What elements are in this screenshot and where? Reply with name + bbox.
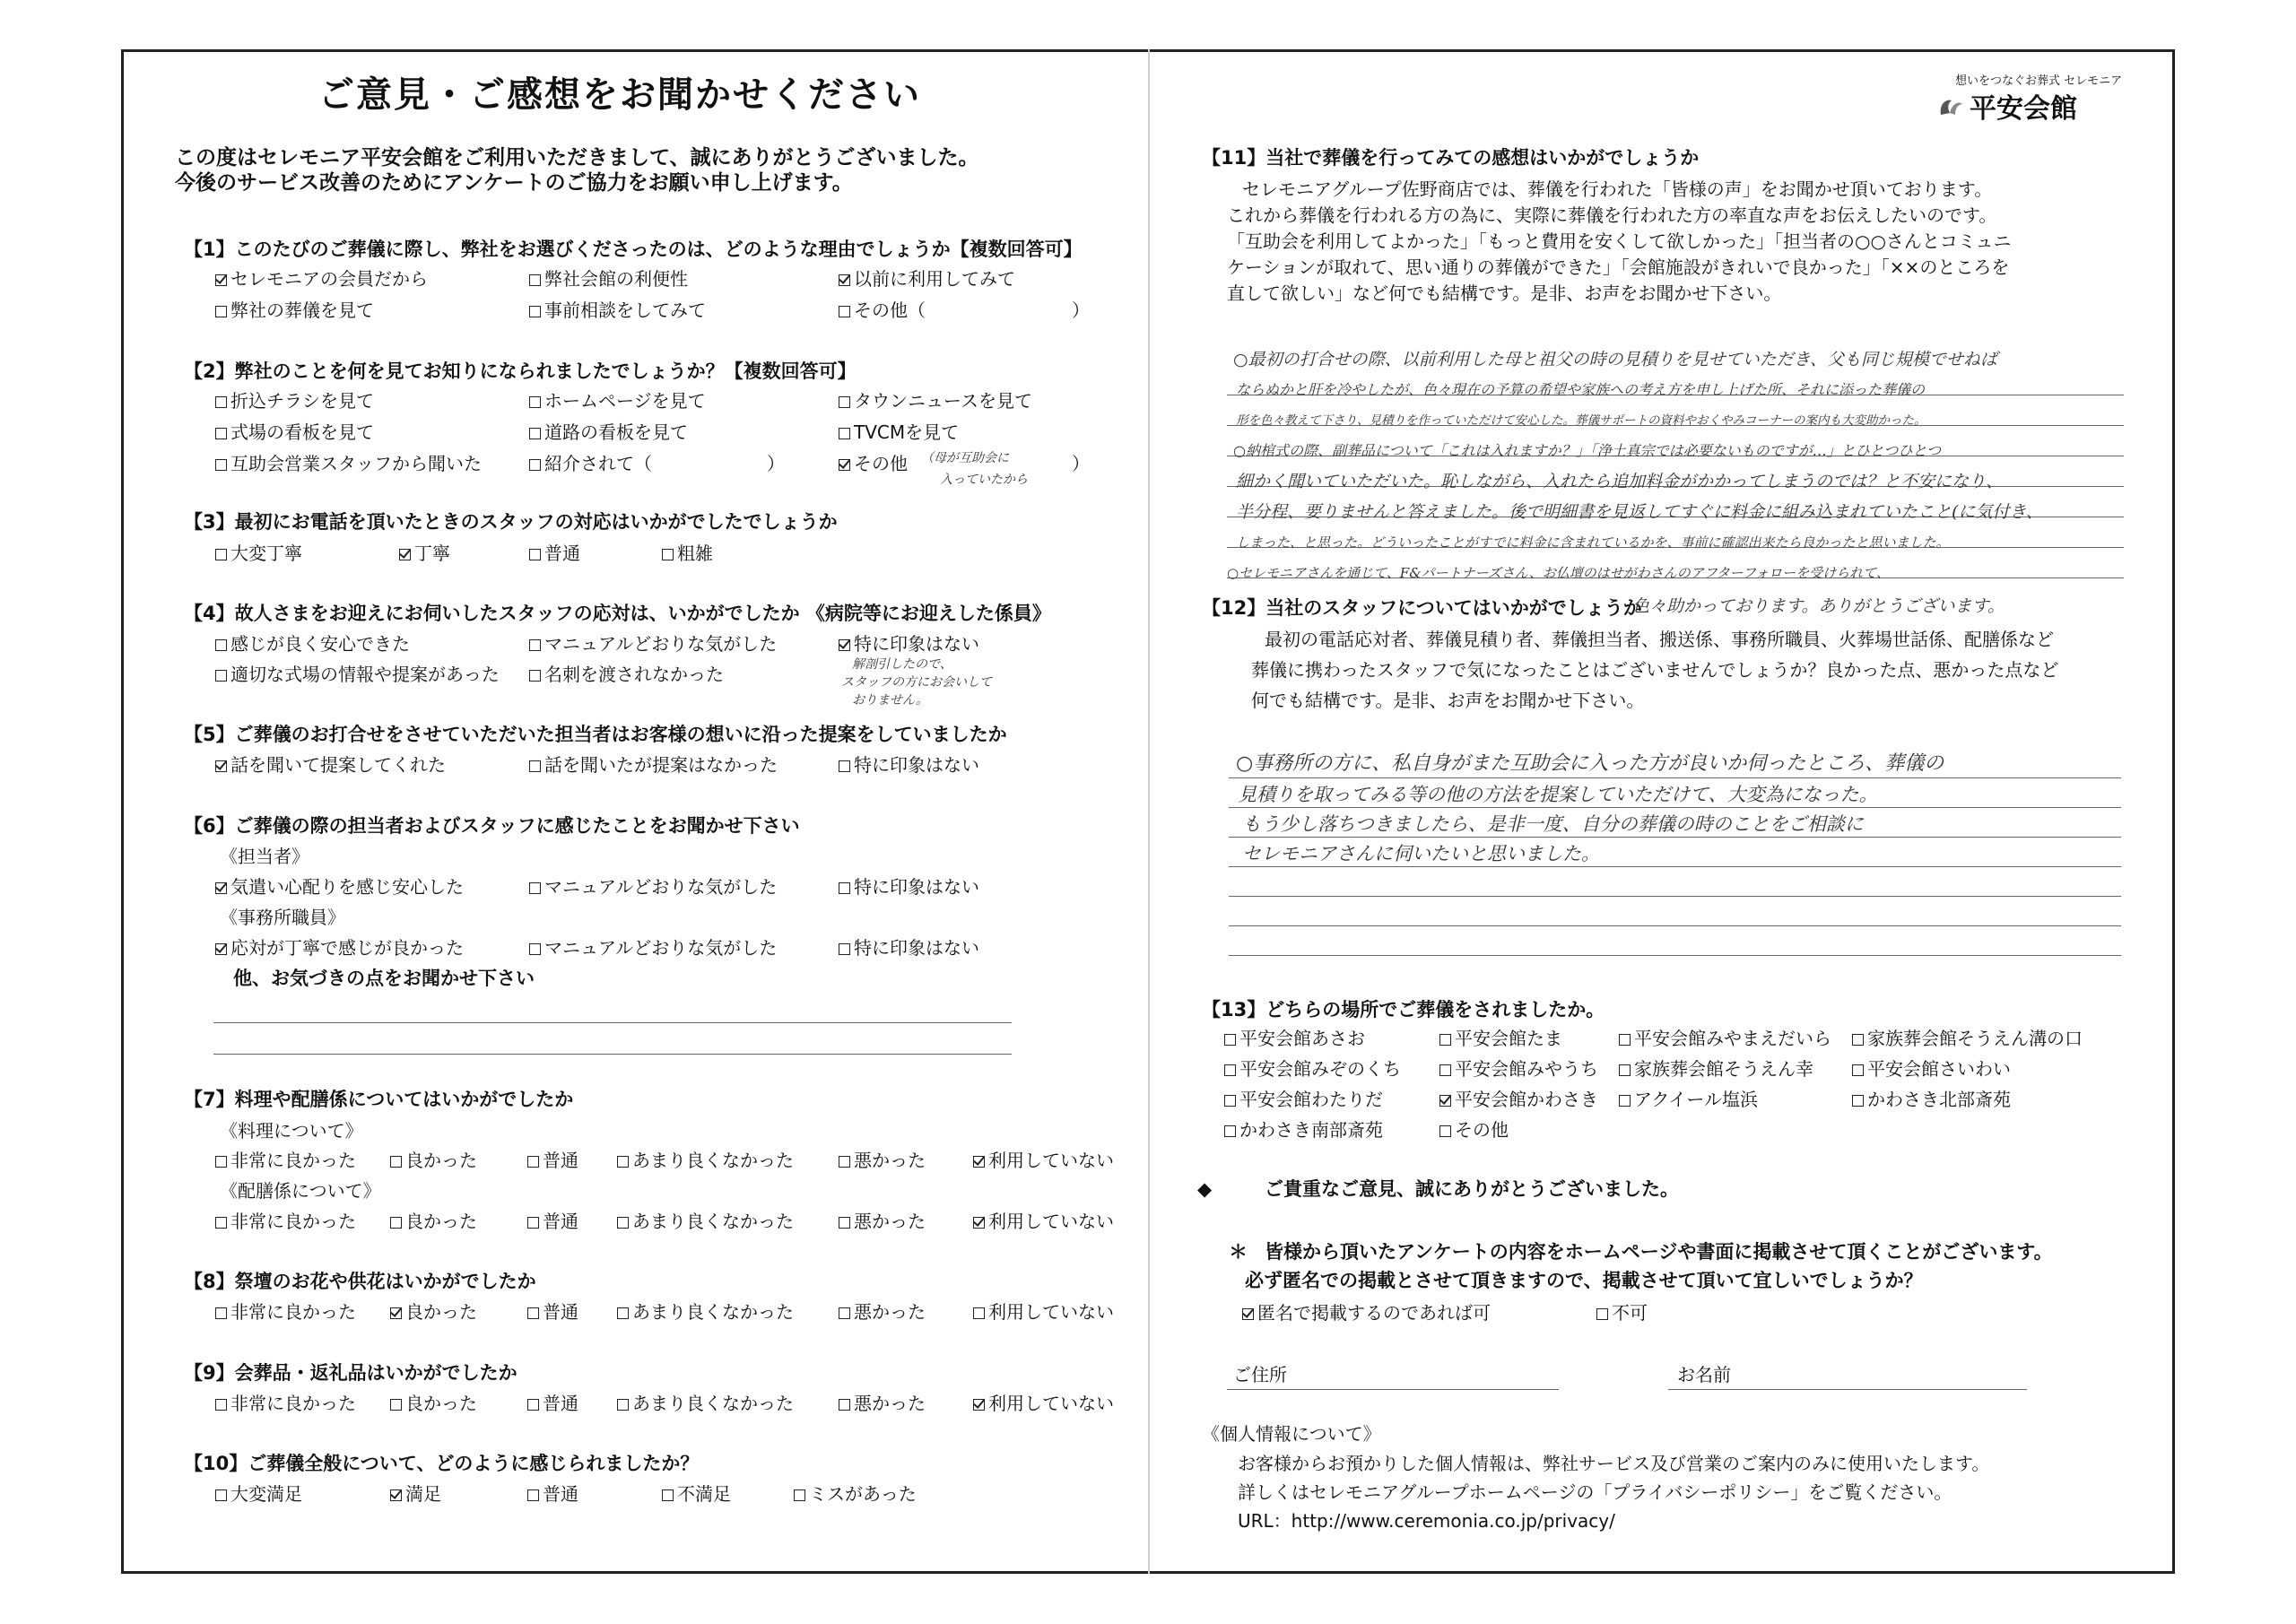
checkbox[interactable] bbox=[839, 760, 850, 772]
q2-handwritten-1: （母が互助会に bbox=[921, 451, 1009, 465]
checkbox[interactable] bbox=[1852, 1095, 1864, 1107]
checkbox[interactable] bbox=[839, 396, 850, 408]
q12-desc-line: 葬儀に携わったスタッフで気になったことはございませんでしょうか？良かった点、悪かった点など bbox=[1251, 659, 2059, 681]
checkbox[interactable] bbox=[839, 943, 850, 955]
checkbox-checked[interactable] bbox=[973, 1399, 985, 1411]
q11-handwritten-line: ○納棺式の際、副葬品について「これは入れますか？」「浄土真宗では必要ないものですが…」とひとつひとつ bbox=[1233, 442, 1942, 459]
q4-option[interactable]: 名刺を渡されなかった bbox=[529, 664, 724, 685]
checkbox[interactable] bbox=[215, 1307, 227, 1319]
checkbox-checked[interactable] bbox=[215, 882, 227, 894]
q3-label: 【3】最初にお電話を頂いたときのスタッフの対応はいかがでしたでしょうか bbox=[184, 511, 838, 533]
q8-label: 【8】祭壇のお花や供花はいかがでしたか bbox=[184, 1271, 536, 1292]
checkbox[interactable] bbox=[215, 1489, 227, 1501]
q13-option[interactable]: 平安会館かわさき bbox=[1439, 1089, 1598, 1110]
q7-sub-food: 《料理について》 bbox=[220, 1120, 363, 1142]
checkbox[interactable] bbox=[215, 306, 227, 317]
checkbox[interactable] bbox=[617, 1156, 629, 1168]
q1-option[interactable]: 弊社の葬儀を見て bbox=[215, 300, 374, 321]
logo-mark-icon bbox=[1937, 95, 1964, 120]
checkbox[interactable] bbox=[527, 1307, 539, 1319]
q8-option[interactable]: 利用していない bbox=[973, 1301, 1114, 1323]
q12-handwritten-inline: 色々助かっております。ありがとうございます。 bbox=[1632, 596, 2005, 616]
name-line[interactable] bbox=[1668, 1389, 2027, 1390]
q11-handwritten-line: 細かく聞いていただいた。恥しながら、入れたら追加料金がかかってしまうのでは？と不安になり、 bbox=[1236, 472, 2004, 491]
q12-write-line bbox=[1229, 896, 2121, 897]
checkbox[interactable] bbox=[1619, 1095, 1631, 1107]
checkbox[interactable] bbox=[617, 1307, 629, 1319]
q12-handwritten-line: 見積りを取ってみる等の他の方法を提案していただけて、大変為になった。 bbox=[1238, 784, 1878, 805]
q13-option[interactable]: かわさき北部斎苑 bbox=[1852, 1089, 2011, 1110]
checkbox[interactable] bbox=[839, 1217, 850, 1229]
checkbox[interactable] bbox=[1619, 1064, 1631, 1076]
q12-write-line bbox=[1229, 925, 2121, 926]
checkbox-checked[interactable] bbox=[215, 943, 227, 955]
q7-food-option[interactable]: 悪かった bbox=[839, 1150, 926, 1171]
q3-option[interactable]: 丁寧 bbox=[399, 543, 450, 564]
q7-serving-option[interactable]: 良かった bbox=[390, 1211, 477, 1232]
q7-serving-option[interactable]: 利用していない bbox=[973, 1211, 1114, 1232]
q8-option[interactable]: あまり良くなかった bbox=[617, 1301, 794, 1323]
q4-handwritten-1: 解剖引したので、 bbox=[852, 657, 952, 672]
q12-write-line bbox=[1229, 866, 2121, 867]
checkbox[interactable] bbox=[839, 1307, 850, 1319]
q6-write-line[interactable] bbox=[213, 1022, 1012, 1023]
q12-write-line bbox=[1229, 777, 2121, 778]
checkbox[interactable] bbox=[529, 306, 541, 317]
q7-food-option[interactable]: あまり良くなかった bbox=[617, 1150, 794, 1171]
checkbox[interactable] bbox=[527, 1217, 539, 1229]
q11-handwritten-line: ○最初の打合せの際、以前利用した母と祖父の時の見積りを見せていただき、父も同じ規模でせねば bbox=[1233, 350, 1997, 369]
checkbox[interactable] bbox=[1439, 1034, 1451, 1046]
privacy-line: 詳しくはセレモニアグループホームページの「プライバシーポリシー」をご覧ください。 bbox=[1238, 1481, 1952, 1503]
logo-name: 平安会館 bbox=[1970, 93, 2077, 125]
q8-option[interactable]: 良かった bbox=[390, 1301, 477, 1323]
q12-desc-line: 最初の電話応対者、葬儀見積り者、葬儀担当者、搬送係、事務所職員、火葬場世話係、配膳係など bbox=[1265, 629, 2054, 650]
q11-handwritten-line: ○セレモニアさんを通じて、F&パートナーズさん、お仏壇のはせがわさんのアフターフォローを受けられて、 bbox=[1227, 565, 1890, 581]
q9-option[interactable]: 非常に良かった bbox=[215, 1393, 356, 1414]
checkbox[interactable] bbox=[390, 1217, 402, 1229]
q11-desc-line: ケーションが取れて、思い通りの葬儀ができた」「会館施設がきれいで良かった」「××のところを bbox=[1227, 256, 2010, 278]
q6-other-label: 他、お気づきの点をお聞かせ下さい bbox=[233, 968, 535, 989]
q11-desc-line: 直して欲しい」など何でも結構です。是非、お声をお聞かせ下さい。 bbox=[1227, 282, 1782, 304]
q12-desc-line: 何でも結構です。是非、お声をお聞かせ下さい。 bbox=[1251, 690, 1645, 711]
q12-label: 【12】当社のスタッフについてはいかがでしょうか bbox=[1202, 597, 1642, 619]
checkbox[interactable] bbox=[529, 882, 541, 894]
q9-option[interactable]: 良かった bbox=[390, 1393, 477, 1414]
checkbox-checked[interactable] bbox=[215, 274, 227, 286]
checkbox-checked[interactable] bbox=[215, 760, 227, 772]
q4-option[interactable]: マニュアルどおりな気がした bbox=[529, 633, 777, 655]
q5-option[interactable]: 話を聞いて提案してくれた bbox=[215, 754, 446, 776]
checkbox[interactable] bbox=[839, 306, 850, 317]
q2-option[interactable]: 互助会営業スタッフから聞いた bbox=[215, 453, 482, 474]
q7-food-option[interactable]: 良かった bbox=[390, 1150, 477, 1171]
q13-option[interactable]: その他 bbox=[1439, 1119, 1509, 1141]
checkbox-checked[interactable] bbox=[390, 1307, 402, 1319]
q11-handwritten-line: 半分程、要りませんと答えました。後で明細書を見返してすぐに料金に組み込まれていたこと(に気付き、 bbox=[1236, 502, 2043, 522]
page-fold bbox=[1148, 49, 1150, 1574]
q4-option[interactable]: 特に印象はない bbox=[839, 633, 979, 655]
q13-option[interactable]: 家族葬会館そうえん幸 bbox=[1619, 1058, 1813, 1080]
checkbox-checked[interactable] bbox=[839, 274, 850, 286]
q11-desc-line: 「互助会を利用してよかった」「もっと費用を安くして欲しかった」「担当者の○○さんとコミュニ bbox=[1227, 230, 2012, 252]
q2-option[interactable]: 式場の看板を見て bbox=[215, 421, 374, 443]
page-title: ご意見・ご感想をお聞かせください bbox=[318, 74, 921, 116]
q8-option[interactable]: 非常に良かった bbox=[215, 1301, 356, 1323]
checkbox[interactable] bbox=[529, 639, 541, 651]
q6-option[interactable]: マニュアルどおりな気がした bbox=[529, 937, 777, 959]
checkbox[interactable] bbox=[1852, 1034, 1864, 1046]
q12-write-line bbox=[1229, 837, 2121, 838]
q11-handwritten-line: 形を色々教えて下さり、見積りを作っていただけて安心した。葬儀サポートの資料やおくやみコーナーの案内も大変助かった。 bbox=[1236, 413, 1926, 428]
q6-option[interactable]: 応対が丁寧で感じが良かった bbox=[215, 937, 464, 959]
diamond-bullet-icon: ◆ bbox=[1197, 1178, 1213, 1200]
checkbox[interactable] bbox=[839, 1399, 850, 1411]
q12-handwritten-line: セレモニアさんに伺いたいと思いました。 bbox=[1242, 843, 1600, 864]
q2-option[interactable]: 道路の看板を見て bbox=[529, 421, 688, 443]
checkbox[interactable] bbox=[1224, 1034, 1236, 1046]
checkbox-checked[interactable] bbox=[973, 1156, 985, 1168]
q2-option-other[interactable]: その他 bbox=[839, 453, 908, 474]
checkbox[interactable] bbox=[839, 428, 850, 439]
q9-label: 【9】会葬品・返礼品はいかがでしたか bbox=[184, 1362, 517, 1384]
q7-serving-option[interactable]: 悪かった bbox=[839, 1211, 926, 1232]
q11-desc-line: セレモニアグループ佐野商店では、葬儀を行われた「皆様の声」をお聞かせ頂いております。 bbox=[1242, 178, 1993, 200]
publish-no-option[interactable]: 不可 bbox=[1596, 1302, 1648, 1324]
q8-option[interactable]: 普通 bbox=[527, 1301, 578, 1323]
q6-sub-office: 《事務所職員》 bbox=[220, 907, 345, 928]
q5-label: 【5】ご葬儀のお打合せをさせていただいた担当者はお客様の想いに沿った提案をしていましたか bbox=[184, 724, 1007, 745]
checkbox[interactable] bbox=[390, 1399, 402, 1411]
privacy-heading: 《個人情報について》 bbox=[1202, 1423, 1381, 1445]
privacy-line: お客様からお預かりした個人情報は、弊社サービス及び営業のご案内のみに使用いたします。 bbox=[1238, 1453, 1990, 1474]
q7-food-option[interactable]: 非常に良かった bbox=[215, 1150, 356, 1171]
checkbox-checked[interactable] bbox=[839, 639, 850, 651]
q2-option[interactable]: TVCMを見て bbox=[839, 421, 959, 443]
checkbox[interactable] bbox=[215, 549, 227, 560]
checkbox[interactable] bbox=[662, 1489, 674, 1501]
q13-option[interactable]: アクイール塩浜 bbox=[1619, 1089, 1758, 1110]
q7-serving-option[interactable]: 普通 bbox=[527, 1211, 578, 1232]
q7-serving-option[interactable]: あまり良くなかった bbox=[617, 1211, 794, 1232]
checkbox[interactable] bbox=[529, 396, 541, 408]
intro-line-1: この度はセレモニア平安会館をご利用いただきまして、誠にありがとうございました。 bbox=[175, 146, 979, 169]
q3-option[interactable]: 大変丁寧 bbox=[215, 543, 302, 564]
q8-option[interactable]: 悪かった bbox=[839, 1301, 926, 1323]
q7-sub-serving: 《配膳係について》 bbox=[220, 1180, 381, 1202]
q13-option[interactable]: 平安会館さいわい bbox=[1852, 1058, 2011, 1080]
q12-write-line bbox=[1229, 955, 2121, 956]
checkbox-checked[interactable] bbox=[973, 1217, 985, 1229]
checkbox[interactable] bbox=[527, 1489, 539, 1501]
q13-option[interactable]: 平安会館みやうち bbox=[1439, 1058, 1598, 1080]
q9-option[interactable]: 悪かった bbox=[839, 1393, 926, 1414]
checkbox[interactable] bbox=[215, 459, 227, 471]
q13-option[interactable]: 平安会館みやまえだいら bbox=[1619, 1028, 1831, 1049]
q1-option-other[interactable]: その他（ bbox=[839, 300, 926, 321]
q2-label: 【2】弊社のことを何を見てお知りになられましたでしょうか？【複数回答可】 bbox=[184, 360, 857, 382]
q10-option[interactable]: 満足 bbox=[390, 1483, 441, 1505]
q2-handwritten-2: 入っていたから bbox=[940, 473, 1028, 487]
q7-food-option[interactable]: 利用していない bbox=[973, 1150, 1114, 1171]
q10-option[interactable]: 大変満足 bbox=[215, 1483, 302, 1505]
privacy-url[interactable]: URL：http://www.ceremonia.co.jp/privacy/ bbox=[1238, 1510, 1615, 1532]
q9-option[interactable]: 利用していない bbox=[973, 1393, 1114, 1414]
checkbox[interactable] bbox=[215, 639, 227, 651]
q1-option[interactable]: 以前に利用してみて bbox=[839, 268, 1015, 290]
q11-label: 【11】当社で葬儀を行ってみての感想はいかがでしょうか bbox=[1202, 147, 1700, 169]
checkbox[interactable] bbox=[794, 1489, 805, 1501]
checkbox[interactable] bbox=[839, 1156, 850, 1168]
checkbox[interactable] bbox=[1596, 1308, 1608, 1320]
checkbox[interactable] bbox=[529, 760, 541, 772]
checkbox[interactable] bbox=[529, 274, 541, 286]
checkbox[interactable] bbox=[973, 1307, 985, 1319]
q6-sub-staff: 《担当者》 bbox=[220, 846, 309, 867]
checkbox[interactable] bbox=[617, 1399, 629, 1411]
q4-option[interactable]: 感じが良く安心できた bbox=[215, 633, 410, 655]
logo-tagline: 想いをつなぐお葬式 セレモニア bbox=[1955, 74, 2123, 88]
checkbox[interactable] bbox=[1224, 1125, 1236, 1137]
q3-option[interactable]: 普通 bbox=[529, 543, 580, 564]
checkbox[interactable] bbox=[1852, 1064, 1864, 1076]
q4-handwritten-3: おりません。 bbox=[852, 693, 928, 708]
q2-option-referral[interactable]: 紹介されて（ bbox=[529, 453, 652, 474]
checkbox[interactable] bbox=[1224, 1064, 1236, 1076]
q11-handwritten-line: しまった、と思った。どういったことがすでに料金に含まれているかを、事前に確認出来たら良かったと思いました。 bbox=[1236, 534, 1950, 551]
publish-line: 皆様から頂いたアンケートの内容をホームページや書面に掲載させて頂くことがございます。 bbox=[1265, 1241, 2053, 1263]
q2-referral-close: ） bbox=[767, 453, 785, 474]
thanks-text: ご貴重なご意見、誠にありがとうございました。 bbox=[1265, 1178, 1679, 1200]
q1-option[interactable]: 弊社会館の利便性 bbox=[529, 268, 688, 290]
q7-serving-option[interactable]: 非常に良かった bbox=[215, 1211, 356, 1232]
q7-label: 【7】料理や配膳係についてはいかがでしたか bbox=[184, 1089, 574, 1110]
checkbox[interactable] bbox=[215, 1217, 227, 1229]
publish-yes-option[interactable]: 匿名で掲載するのであれば可 bbox=[1242, 1302, 1491, 1324]
checkbox[interactable] bbox=[215, 1156, 227, 1168]
q1-other-close: ） bbox=[1072, 300, 1090, 321]
asterisk-icon: ＊ bbox=[1229, 1241, 1248, 1263]
q1-label: 【1】このたびのご葬儀に際し、弊社をお選びくださったのは、どのような理由でしょうか【複数回答可】 bbox=[184, 239, 1083, 260]
checkbox[interactable] bbox=[529, 943, 541, 955]
q5-option[interactable]: 話を聞いたが提案はなかった bbox=[529, 754, 778, 776]
q6-write-line[interactable] bbox=[213, 1054, 1012, 1055]
address-label: ご住所 bbox=[1233, 1364, 1287, 1385]
q10-option[interactable]: 普通 bbox=[527, 1483, 578, 1505]
q6-option[interactable]: 特に印象はない bbox=[839, 876, 979, 898]
q5-option[interactable]: 特に印象はない bbox=[839, 754, 979, 776]
checkbox[interactable] bbox=[529, 670, 541, 682]
q1-option[interactable]: セレモニアの会員だから bbox=[215, 268, 428, 290]
checkbox[interactable] bbox=[662, 549, 674, 560]
checkbox[interactable] bbox=[617, 1217, 629, 1229]
checkbox[interactable] bbox=[215, 1399, 227, 1411]
checkbox-checked[interactable] bbox=[1439, 1095, 1451, 1107]
q2-option[interactable]: ホームページを見て bbox=[529, 390, 706, 412]
q12-handwritten-line: ○事務所の方に、私自身がまた互助会に入った方が良いか伺ったところ、葬儀の bbox=[1236, 752, 1944, 775]
checkbox[interactable] bbox=[215, 396, 227, 408]
q10-option[interactable]: ミスがあった bbox=[794, 1483, 917, 1505]
q7-food-option[interactable]: 普通 bbox=[527, 1150, 578, 1171]
q3-option[interactable]: 粗雑 bbox=[662, 543, 713, 564]
checkbox[interactable] bbox=[1619, 1034, 1631, 1046]
q9-option[interactable]: 普通 bbox=[527, 1393, 578, 1414]
q13-option[interactable]: 家族葬会館そうえん溝の口 bbox=[1852, 1028, 2083, 1049]
checkbox[interactable] bbox=[527, 1399, 539, 1411]
q4-option[interactable]: 適切な式場の情報や提案があった bbox=[215, 664, 500, 685]
q13-option[interactable]: かわさき南部斎苑 bbox=[1224, 1119, 1383, 1141]
q2-option[interactable]: 折込チラシを見て bbox=[215, 390, 374, 412]
q6-option[interactable]: 特に印象はない bbox=[839, 937, 979, 959]
q13-option[interactable]: 平安会館あさお bbox=[1224, 1028, 1365, 1049]
q12-handwritten-line: もう少し落ちつきましたら、是非一度、自分の葬儀の時のことをご相談に bbox=[1242, 813, 1864, 835]
q12-write-line bbox=[1229, 807, 2121, 808]
intro-line-2: 今後のサービス改善のためにアンケートのご協力をお願い申し上げます。 bbox=[175, 171, 853, 195]
checkbox[interactable] bbox=[215, 670, 227, 682]
q9-option[interactable]: あまり良くなかった bbox=[617, 1393, 794, 1414]
checkbox[interactable] bbox=[1224, 1095, 1236, 1107]
checkbox[interactable] bbox=[529, 549, 541, 560]
checkbox[interactable] bbox=[529, 459, 541, 471]
q6-option[interactable]: マニュアルどおりな気がした bbox=[529, 876, 777, 898]
q10-option[interactable]: 不満足 bbox=[662, 1483, 731, 1505]
name-label: お名前 bbox=[1677, 1364, 1731, 1385]
q6-option[interactable]: 気遣い心配りを感じ安心した bbox=[215, 876, 464, 898]
q4-label: 【4】故人さまをお迎えにお伺いしたスタッフの応対は、いかがでしたか 《病院等にお迎えした係員》 bbox=[184, 603, 1051, 624]
publish-line: 必ず匿名での掲載とさせて頂きますので、掲載させて頂いて宜しいでしょうか？ bbox=[1245, 1270, 1923, 1291]
q11-desc-line: これから葬儀を行われる方の為に、実際に葬儀を行われた方の率直な声をお伝えしたいのです。 bbox=[1227, 204, 1997, 226]
q1-option[interactable]: 事前相談をしてみて bbox=[529, 300, 706, 321]
q6-label: 【6】ご葬儀の際の担当者およびスタッフに感じたことをお聞かせ下さい bbox=[184, 815, 800, 837]
checkbox-checked[interactable] bbox=[390, 1489, 402, 1501]
q10-label: 【10】ご葬儀全般について、どのように感じられましたか？ bbox=[184, 1453, 700, 1474]
q2-other-close: ） bbox=[1072, 453, 1090, 474]
checkbox[interactable] bbox=[1439, 1125, 1451, 1137]
checkbox[interactable] bbox=[839, 882, 850, 894]
q11-handwritten-line: ならぬかと肝を冷やしたが、色々現在の予算の希望や家族への考え方を申し上げた所、それに添った葬儀の bbox=[1236, 381, 1926, 398]
q2-option[interactable]: タウンニュースを見て bbox=[839, 390, 1032, 412]
checkbox[interactable] bbox=[1439, 1064, 1451, 1076]
checkbox[interactable] bbox=[215, 428, 227, 439]
checkbox-checked[interactable] bbox=[839, 459, 850, 471]
q13-label: 【13】どちらの場所でご葬儀をされましたか。 bbox=[1202, 999, 1605, 1020]
q13-option[interactable]: 平安会館たま bbox=[1439, 1028, 1562, 1049]
q13-option[interactable]: 平安会館わたりだ bbox=[1224, 1089, 1383, 1110]
checkbox[interactable] bbox=[529, 428, 541, 439]
q4-handwritten-2: スタッフの方にお会いして bbox=[841, 675, 992, 690]
checkbox[interactable] bbox=[390, 1156, 402, 1168]
checkbox[interactable] bbox=[527, 1156, 539, 1168]
checkbox-checked[interactable] bbox=[1242, 1308, 1254, 1320]
q13-option[interactable]: 平安会館みぞのくち bbox=[1224, 1058, 1401, 1080]
address-line[interactable] bbox=[1227, 1389, 1559, 1390]
checkbox-checked[interactable] bbox=[399, 549, 411, 560]
